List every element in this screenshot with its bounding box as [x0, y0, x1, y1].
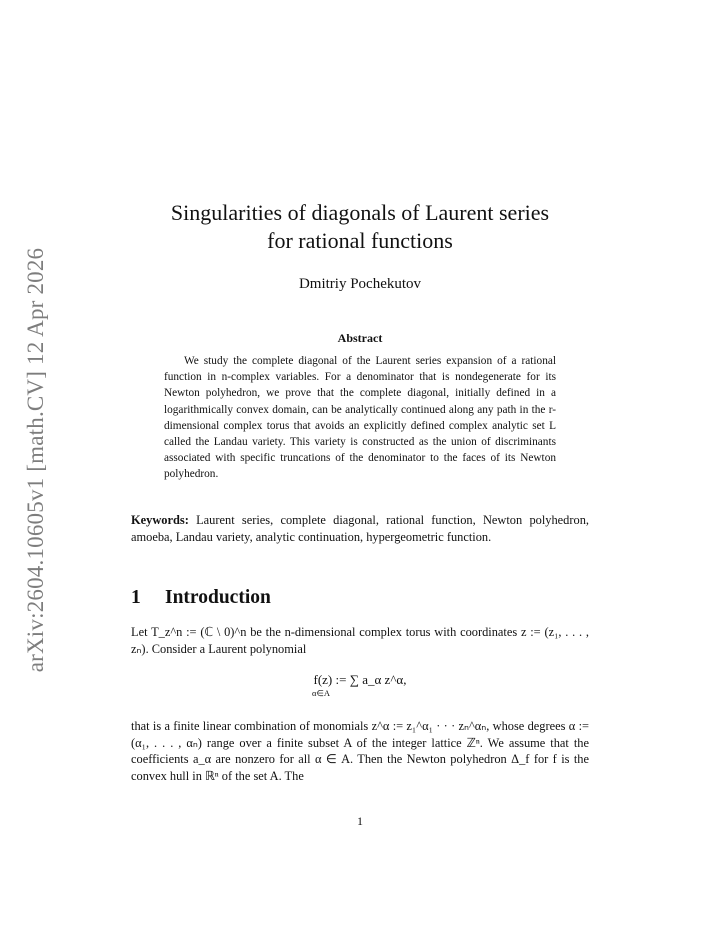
- intro-paragraph-1: Let T_z^n := (ℂ \ 0)^n be the n-dimensional complex torus with coordinates z := (z₁, . . . , zₙ). Consider a Laurent polynomial: [131, 625, 589, 656]
- intro-paragraph-2: that is a finite linear combination of monomials z^α := z₁^α₁ · · · zₙ^αₙ, whose degrees α := (α₁, . . . , αₙ) range over a finite subset A of the integer lattice ℤⁿ. We assume that the coefficients a_α are nonzero for all α ∈ A. Then the Newton polyhedron Δ_f for f is the convex hull in ℝⁿ of the set A. The: [131, 719, 589, 783]
- abstract-text: We study the complete diagonal of the Laurent series expansion of a rational function in n-complex variables. For a denominator that is nondegenerate for its Newton polyhedron, we prove that the complete diagonal, initially defined in a logarithmically convex domain, can be analytically continued along any path in the r-dimensional complex torus that avoids an explicitly defined complex analytic set L called the Landau variety. This variety is constructed as the union of discriminants associated with specific truncations of the denominator to the faces of its Newton polyhedron.: [164, 355, 556, 481]
- page-number: 1: [357, 814, 363, 828]
- keywords-block: [131, 512, 589, 546]
- title-line-2: for rational functions: [267, 228, 453, 253]
- section-number: 1: [131, 587, 141, 608]
- arxiv-side-stamp: arXiv:2604.10605v1 [math.CV] 12 Apr 2026: [23, 247, 48, 673]
- title-line-1: Singularities of diagonals of Laurent series: [170, 200, 550, 225]
- section-heading: [131, 587, 589, 609]
- paper-title: [100, 199, 620, 255]
- formula-main: f(z) := ∑ a_α z^α,: [313, 672, 407, 687]
- keywords-text: Laurent series, complete diagonal, rational function, Newton polyhedron, amoeba, Landau variety, analytic continuation, hypergeometric function.: [131, 513, 589, 544]
- laurent-polynomial-formula: [131, 671, 589, 698]
- formula-sum-index: α∈A: [312, 688, 330, 698]
- abstract-heading: Abstract: [337, 331, 383, 345]
- author-name: Dmitriy Pochekutov: [298, 276, 422, 292]
- keywords-label: Keywords:: [131, 513, 189, 527]
- section-title: Introduction: [165, 587, 271, 608]
